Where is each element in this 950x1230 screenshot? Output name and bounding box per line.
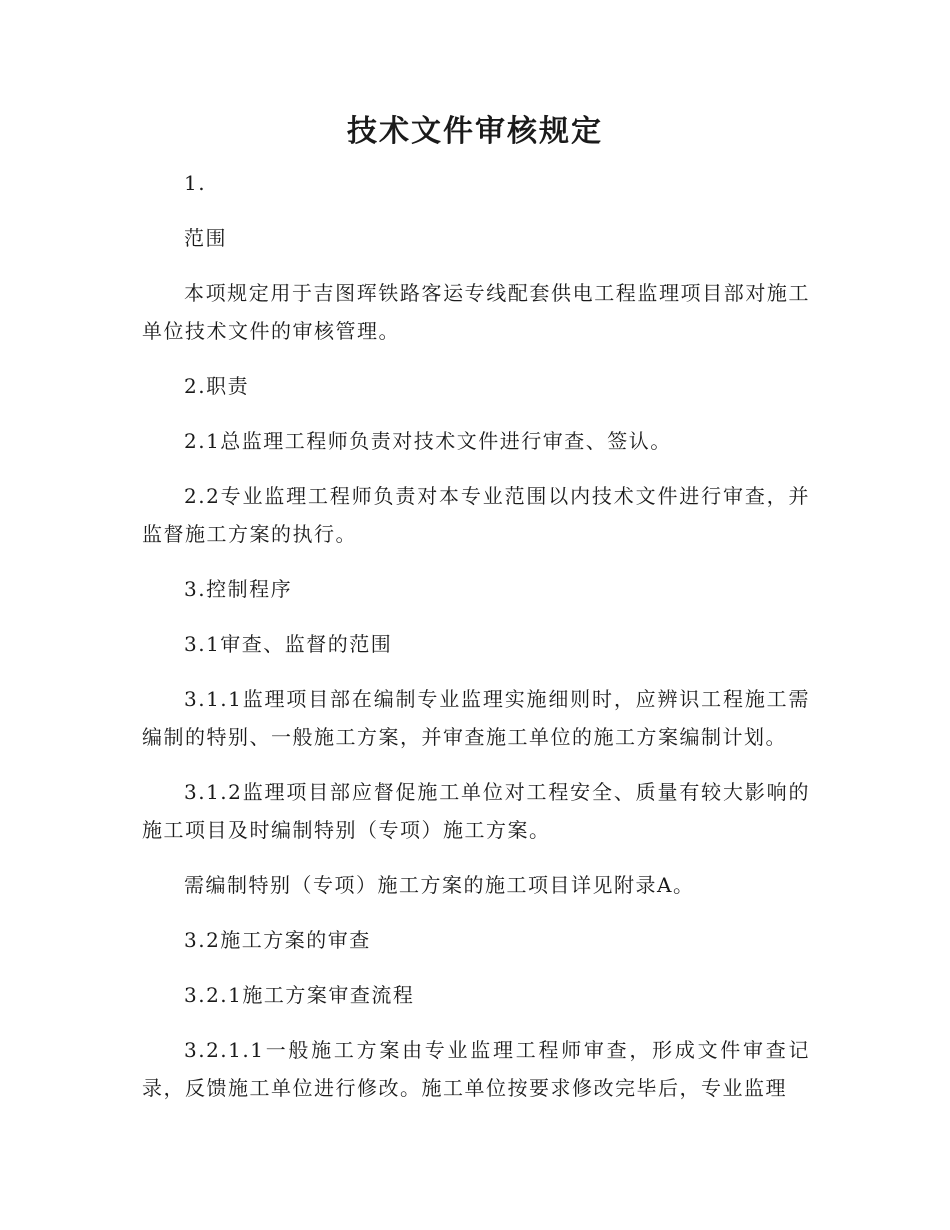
paragraph-4: 2.职责 [184,374,250,398]
paragraph-1: 1. [184,171,207,195]
paragraph-13: 3.2.1施工方案审查流程 [184,983,415,1007]
paragraph-10: 3.1.2监理项目部应督促施工单位对工程安全、质量有较大影响的施工项目及时编制特别（专项）施工方案。 [142,780,810,842]
document-title: 技术文件审核规定 [347,114,603,149]
paragraph-5: 2.1总监理工程师负责对技术文件进行审查、签认。 [184,429,672,453]
paragraph-12: 3.2施工方案的审查 [184,928,371,952]
paragraph-2: 范围 [184,226,227,250]
paragraph-6: 2.2专业监理工程师负责对本专业范围以内技术文件进行审查，并监督施工方案的执行。 [142,484,810,546]
paragraph-14: 3.2.1.1一般施工方案由专业监理工程师审查，形成文件审查记录，反馈施工单位进行修改。施工单位按要求修改完毕后，专业监理 [142,1038,810,1100]
paragraph-7: 3.控制程序 [184,577,293,601]
paragraph-8: 3.1审查、监督的范围 [184,632,393,656]
document-body [142,164,810,1124]
paragraph-3: 本项规定用于吉图珲铁路客运专线配套供电工程监理项目部对施工单位技术文件的审核管理。 [142,281,810,343]
paragraph-9: 3.1.1监理项目部在编制专业监理实施细则时，应辨识工程施工需编制的特别、一般施工方案，并审查施工单位的施工方案编制计划。 [142,687,810,749]
paragraph-11: 需编制特别（专项）施工方案的施工项目详见附录A。 [184,873,695,897]
